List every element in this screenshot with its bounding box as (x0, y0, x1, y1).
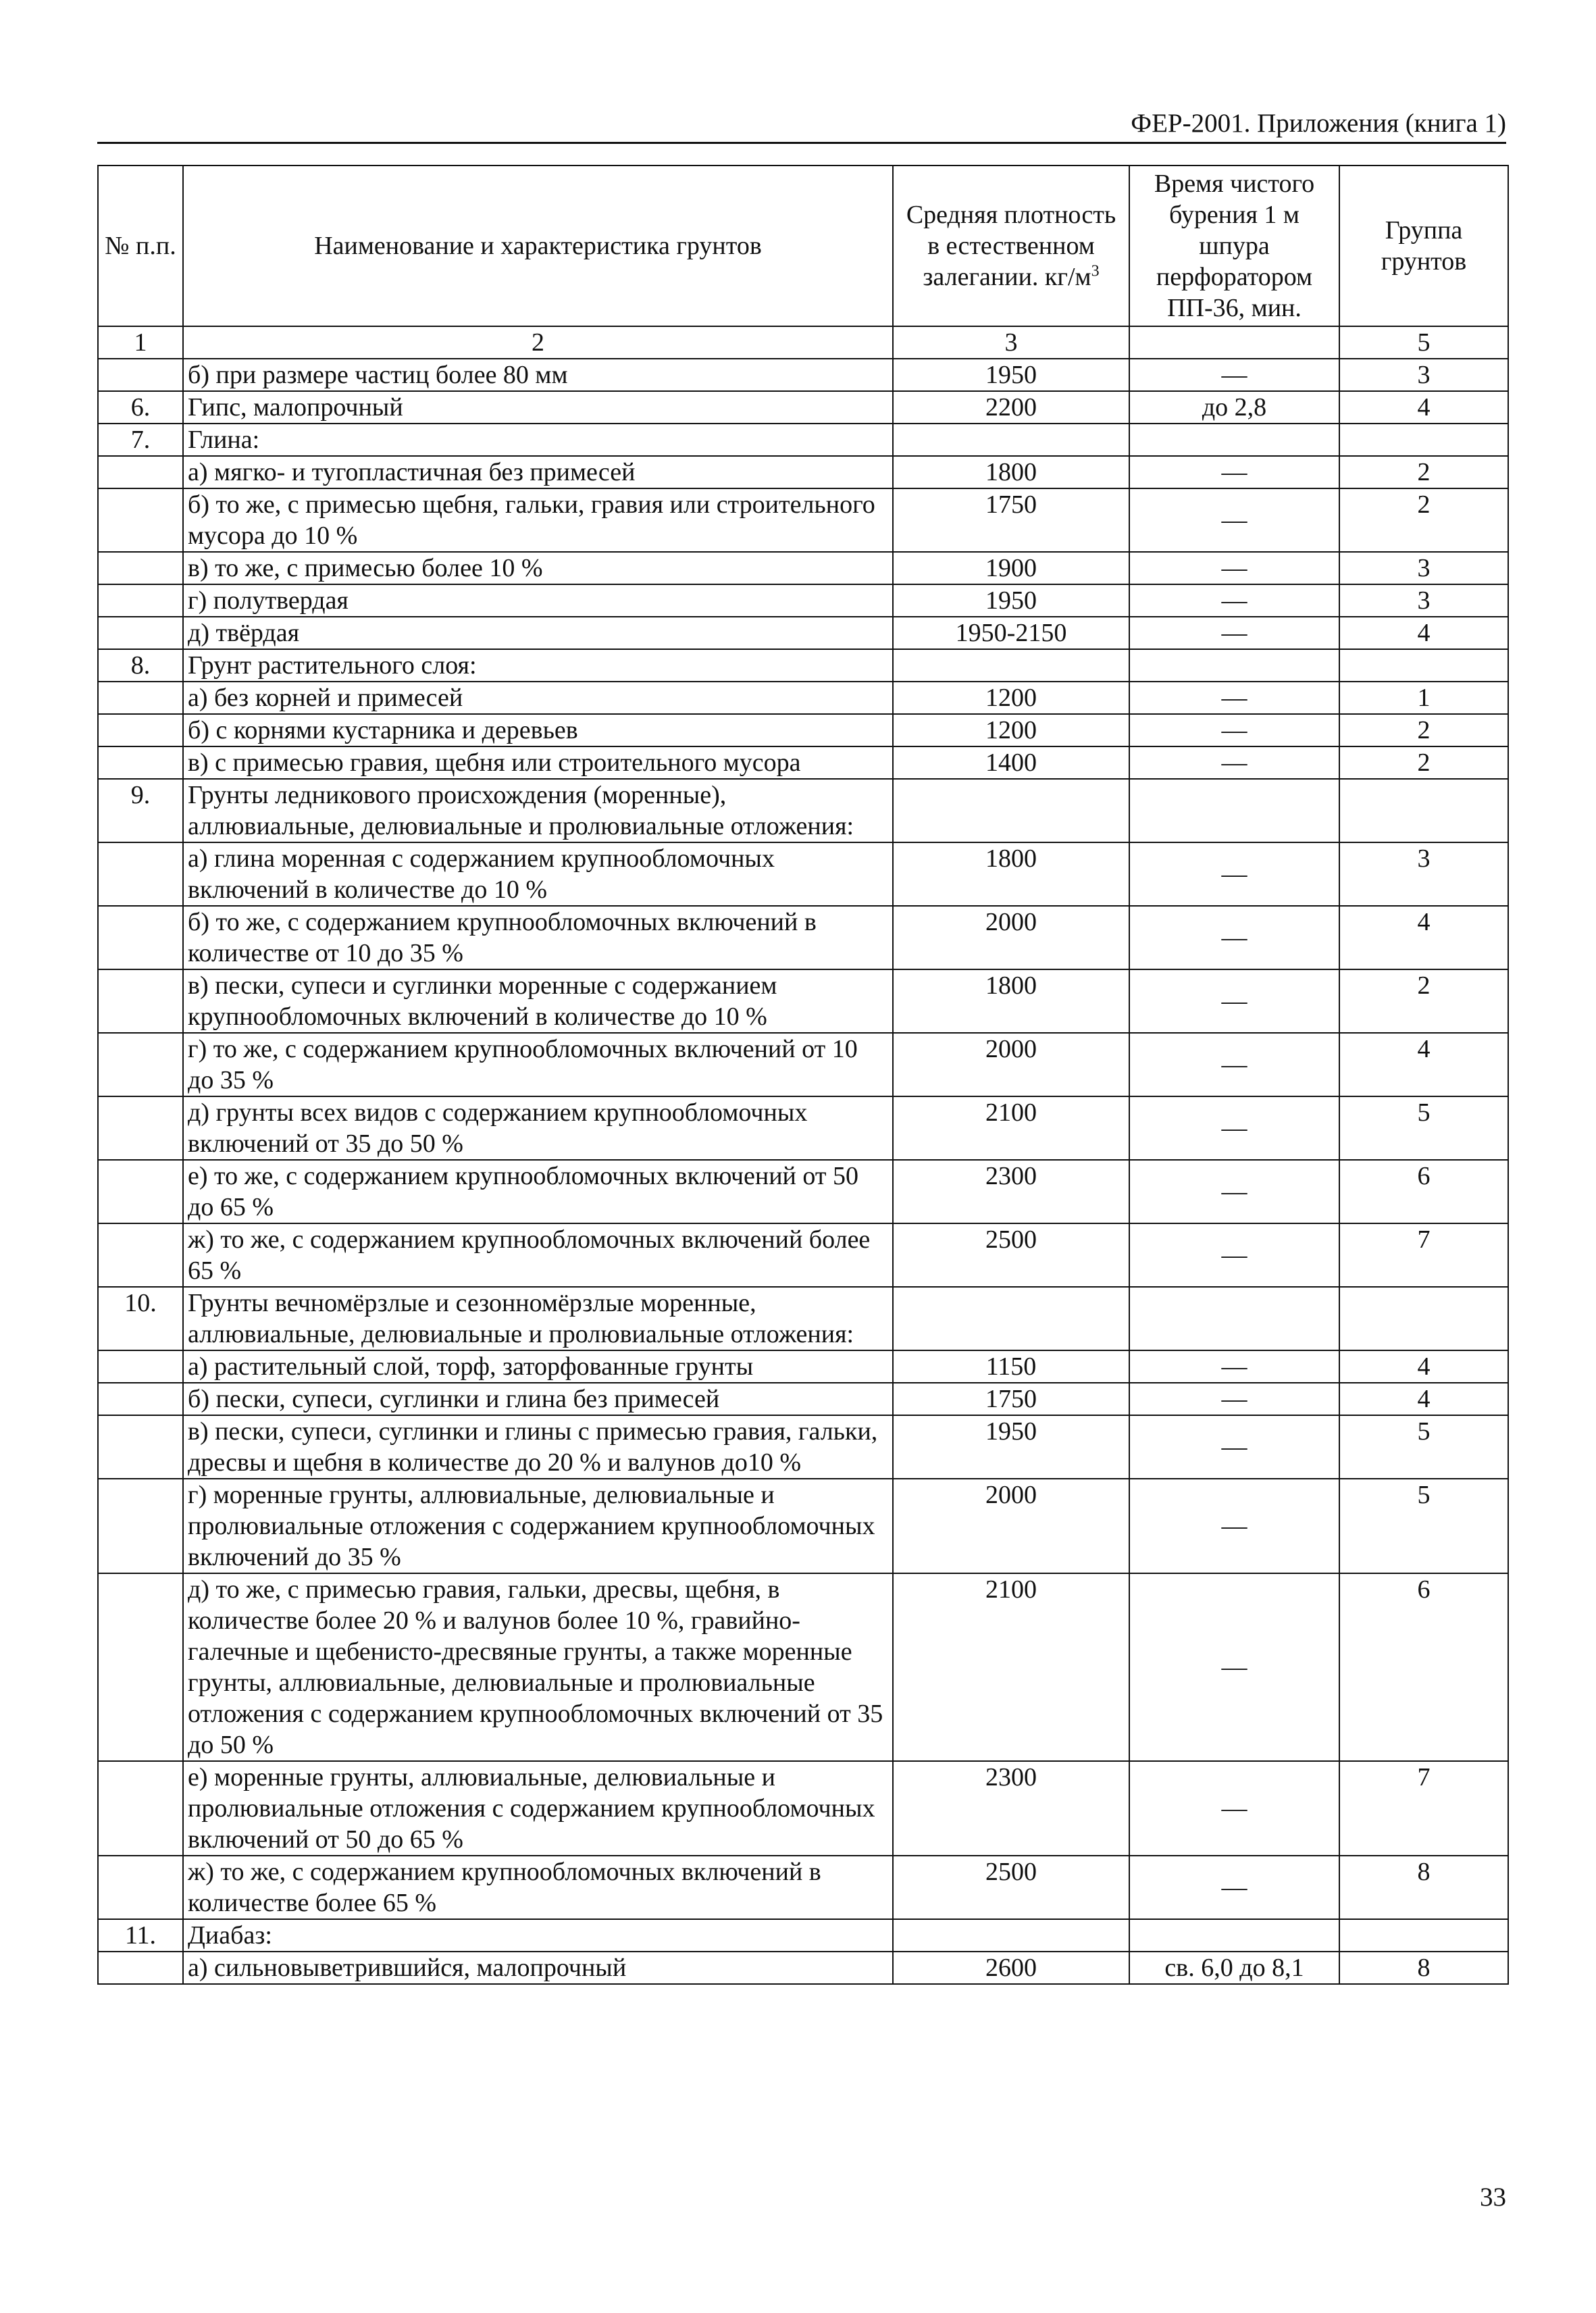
soil-name: б) при размере частиц более 80 мм (183, 359, 893, 391)
drilling-time (1129, 1287, 1339, 1350)
density-value: 1400 (893, 746, 1129, 779)
table-row (98, 424, 1508, 456)
soil-name: б) пески, супеси, суглинки и глина без примесей (183, 1383, 893, 1415)
density-value (893, 649, 1129, 682)
soil-name: а) растительный слой, торф, заторфованные грунты (183, 1350, 893, 1383)
table-row (98, 552, 1508, 584)
soil-group (1339, 779, 1508, 842)
header-name: Наименование и характеристика грунтов (183, 166, 893, 326)
row-number (98, 1033, 183, 1096)
soil-name: г) моренные грунты, аллювиальные, делювиальные и пролювиальные отложения с содержанием крупнообломочных включений до 35 % (183, 1479, 893, 1573)
density-value: 1950 (893, 1415, 1129, 1479)
soil-name: Грунт растительного слоя: (183, 649, 893, 682)
density-value (893, 1919, 1129, 1952)
soil-name: г) полутвердая (183, 584, 893, 617)
drilling-time: — (1129, 906, 1339, 969)
soil-group: 2 (1339, 969, 1508, 1033)
soil-group: 4 (1339, 391, 1508, 424)
soil-name: Грунты ледникового происхождения (моренные), аллювиальные, делювиальные и пролювиальные отложения: (183, 779, 893, 842)
drilling-time: — (1129, 1479, 1339, 1573)
soil-group: 3 (1339, 552, 1508, 584)
header-group: Группа грунтов (1339, 166, 1508, 326)
column-number: 2 (183, 326, 893, 359)
drilling-time: — (1129, 842, 1339, 906)
soil-group: 7 (1339, 1761, 1508, 1856)
column-number: 1 (98, 326, 183, 359)
density-value (893, 424, 1129, 456)
drilling-time (1129, 424, 1339, 456)
drilling-time: — (1129, 552, 1339, 584)
soil-group: 5 (1339, 1415, 1508, 1479)
soil-group: 2 (1339, 714, 1508, 746)
soil-group: 7 (1339, 1223, 1508, 1287)
row-number (98, 359, 183, 391)
row-number (98, 1415, 183, 1479)
soil-name: Гипс, малопрочный (183, 391, 893, 424)
drilling-time: — (1129, 1856, 1339, 1919)
table-row (98, 1856, 1508, 1919)
soil-group (1339, 1287, 1508, 1350)
row-number (98, 1383, 183, 1415)
soil-name: в) то же, с примесью более 10 % (183, 552, 893, 584)
row-number (98, 682, 183, 714)
row-number (98, 1350, 183, 1383)
density-value: 2000 (893, 1033, 1129, 1096)
drilling-time: — (1129, 584, 1339, 617)
table-body (98, 359, 1508, 1984)
soil-group: 2 (1339, 488, 1508, 552)
table-row (98, 649, 1508, 682)
table-row (98, 391, 1508, 424)
row-number: 10. (98, 1287, 183, 1350)
drilling-time: — (1129, 359, 1339, 391)
row-number (98, 552, 183, 584)
table-row (98, 617, 1508, 649)
soil-group: 2 (1339, 746, 1508, 779)
table-row (98, 1919, 1508, 1952)
table-row (98, 1952, 1508, 1984)
density-value: 1900 (893, 552, 1129, 584)
soil-name: в) с примесью гравия, щебня или строительного мусора (183, 746, 893, 779)
soil-group: 2 (1339, 456, 1508, 488)
drilling-time: — (1129, 1350, 1339, 1383)
soil-group: 6 (1339, 1160, 1508, 1223)
table-row (98, 359, 1508, 391)
soil-group: 4 (1339, 906, 1508, 969)
page-number: 33 (1480, 2183, 1506, 2212)
table-row (98, 456, 1508, 488)
table-row (98, 488, 1508, 552)
soil-group: 8 (1339, 1952, 1508, 1984)
table-row (98, 779, 1508, 842)
density-value: 1800 (893, 456, 1129, 488)
drilling-time: — (1129, 488, 1339, 552)
drilling-time: — (1129, 746, 1339, 779)
drilling-time (1129, 779, 1339, 842)
table-row (98, 714, 1508, 746)
running-title: ФЕР-2001. Приложения (книга 1) (1131, 109, 1506, 138)
drilling-time: — (1129, 714, 1339, 746)
row-number (98, 1479, 183, 1573)
row-number: 6. (98, 391, 183, 424)
header-num: № п.п. (98, 166, 183, 326)
soil-group (1339, 1919, 1508, 1952)
column-number: 5 (1339, 326, 1508, 359)
density-value: 1800 (893, 969, 1129, 1033)
table-row (98, 842, 1508, 906)
density-value: 1950 (893, 359, 1129, 391)
table-row (98, 1761, 1508, 1856)
table-row (98, 1383, 1508, 1415)
row-number (98, 488, 183, 552)
row-number: 11. (98, 1919, 183, 1952)
row-number (98, 1573, 183, 1761)
table-row (98, 584, 1508, 617)
header-density (893, 166, 1129, 326)
soil-group: 4 (1339, 1350, 1508, 1383)
header-drilling-time: Время чистого бурения 1 м шпура перфоратором ПП-36, мин. (1129, 166, 1339, 326)
row-number (98, 1761, 183, 1856)
soil-name: в) пески, супеси, суглинки и глины с примесью гравия, гальки, дресвы и щебня в количестве до 20 % и валунов до10 % (183, 1415, 893, 1479)
column-number: 3 (893, 326, 1129, 359)
column-number (1129, 326, 1339, 359)
drilling-time: до 2,8 (1129, 391, 1339, 424)
soil-group: 4 (1339, 1383, 1508, 1415)
row-number (98, 1223, 183, 1287)
drilling-time: — (1129, 1383, 1339, 1415)
row-number (98, 456, 183, 488)
soil-group: 4 (1339, 617, 1508, 649)
drilling-time: — (1129, 1761, 1339, 1856)
soil-table (97, 165, 1509, 1985)
soil-group: 5 (1339, 1479, 1508, 1573)
drilling-time (1129, 1919, 1339, 1952)
soil-group: 5 (1339, 1096, 1508, 1160)
table-row (98, 746, 1508, 779)
density-value: 2500 (893, 1223, 1129, 1287)
soil-name: д) твёрдая (183, 617, 893, 649)
soil-name: Грунты вечномёрзлые и сезонномёрзлые моренные, аллювиальные, делювиальные и пролювиальные отложения: (183, 1287, 893, 1350)
density-value: 2100 (893, 1573, 1129, 1761)
soil-name: г) то же, с содержанием крупнообломочных включений от 10 до 35 % (183, 1033, 893, 1096)
soil-name: б) с корнями кустарника и деревьев (183, 714, 893, 746)
soil-name: д) то же, с примесью гравия, гальки, дресвы, щебня, в количестве более 20 % и валунов более 10 %, гравийно-галечные и щебенисто-дресвяные грунты, а также моренные грунты, аллювиальные, делювиальные и пролювиальные отложения с содержанием крупнообломочных включений от 35 до 50 % (183, 1573, 893, 1761)
table-row (98, 1287, 1508, 1350)
header-density-sup: 3 (1091, 262, 1100, 280)
drilling-time (1129, 649, 1339, 682)
drilling-time: св. 6,0 до 8,1 (1129, 1952, 1339, 1984)
table-row (98, 1350, 1508, 1383)
row-number (98, 584, 183, 617)
soil-name: а) глина моренная с содержанием крупнообломочных включений в количестве до 10 % (183, 842, 893, 906)
row-number (98, 842, 183, 906)
row-number: 7. (98, 424, 183, 456)
drilling-time: — (1129, 1160, 1339, 1223)
soil-name: е) то же, с содержанием крупнообломочных включений от 50 до 65 % (183, 1160, 893, 1223)
soil-group (1339, 424, 1508, 456)
density-value: 1950-2150 (893, 617, 1129, 649)
density-value: 1750 (893, 1383, 1129, 1415)
row-number (98, 617, 183, 649)
soil-name: д) грунты всех видов с содержанием крупнообломочных включений от 35 до 50 % (183, 1096, 893, 1160)
density-value: 1200 (893, 714, 1129, 746)
density-value: 2000 (893, 1479, 1129, 1573)
table-row (98, 1223, 1508, 1287)
table-row (98, 1573, 1508, 1761)
soil-group (1339, 649, 1508, 682)
header-rule (97, 142, 1506, 144)
density-value: 2300 (893, 1761, 1129, 1856)
row-number (98, 1856, 183, 1919)
row-number (98, 1096, 183, 1160)
drilling-time: — (1129, 1415, 1339, 1479)
table-row (98, 682, 1508, 714)
density-value: 1200 (893, 682, 1129, 714)
soil-group: 6 (1339, 1573, 1508, 1761)
drilling-time: — (1129, 456, 1339, 488)
table-row (98, 1033, 1508, 1096)
drilling-time: — (1129, 1033, 1339, 1096)
table-row (98, 1479, 1508, 1573)
drilling-time: — (1129, 617, 1339, 649)
table-row (98, 1160, 1508, 1223)
soil-name: е) моренные грунты, аллювиальные, делювиальные и пролювиальные отложения с содержанием крупнообломочных включений от 50 до 65 % (183, 1761, 893, 1856)
soil-group: 1 (1339, 682, 1508, 714)
row-number: 9. (98, 779, 183, 842)
table-row (98, 1415, 1508, 1479)
row-number (98, 906, 183, 969)
table-row (98, 906, 1508, 969)
row-number (98, 1952, 183, 1984)
table-header-row (98, 166, 1508, 326)
row-number (98, 714, 183, 746)
row-number (98, 746, 183, 779)
soil-name: Диабаз: (183, 1919, 893, 1952)
soil-group: 3 (1339, 584, 1508, 617)
column-number-row (98, 326, 1508, 359)
drilling-time: — (1129, 1223, 1339, 1287)
table-row (98, 1096, 1508, 1160)
density-value: 2200 (893, 391, 1129, 424)
soil-group: 4 (1339, 1033, 1508, 1096)
density-value: 1800 (893, 842, 1129, 906)
soil-name: а) без корней и примесей (183, 682, 893, 714)
density-value: 2000 (893, 906, 1129, 969)
soil-name: ж) то же, с содержанием крупнообломочных включений в количестве более 65 % (183, 1856, 893, 1919)
soil-group: 3 (1339, 842, 1508, 906)
soil-name: а) сильновыветрившийся, малопрочный (183, 1952, 893, 1984)
density-value: 2600 (893, 1952, 1129, 1984)
soil-name: б) то же, с содержанием крупнообломочных включений в количестве от 10 до 35 % (183, 906, 893, 969)
density-value (893, 1287, 1129, 1350)
drilling-time: — (1129, 682, 1339, 714)
density-value: 1750 (893, 488, 1129, 552)
row-number (98, 969, 183, 1033)
density-value: 2100 (893, 1096, 1129, 1160)
density-value: 1950 (893, 584, 1129, 617)
drilling-time: — (1129, 1096, 1339, 1160)
density-value: 2500 (893, 1856, 1129, 1919)
density-value (893, 779, 1129, 842)
soil-name: Глина: (183, 424, 893, 456)
density-value: 1150 (893, 1350, 1129, 1383)
drilling-time: — (1129, 969, 1339, 1033)
drilling-time: — (1129, 1573, 1339, 1761)
soil-name: б) то же, с примесью щебня, гальки, гравия или строительного мусора до 10 % (183, 488, 893, 552)
soil-name: в) пески, супеси и суглинки моренные с содержанием крупнообломочных включений в количестве до 10 % (183, 969, 893, 1033)
soil-group: 8 (1339, 1856, 1508, 1919)
table-row (98, 969, 1508, 1033)
soil-name: а) мягко- и тугопластичная без примесей (183, 456, 893, 488)
header-density-text: Средняя плотность в естественном залегании. кг/м (906, 201, 1116, 291)
density-value: 2300 (893, 1160, 1129, 1223)
row-number: 8. (98, 649, 183, 682)
soil-group: 3 (1339, 359, 1508, 391)
row-number (98, 1160, 183, 1223)
soil-name: ж) то же, с содержанием крупнообломочных включений более 65 % (183, 1223, 893, 1287)
